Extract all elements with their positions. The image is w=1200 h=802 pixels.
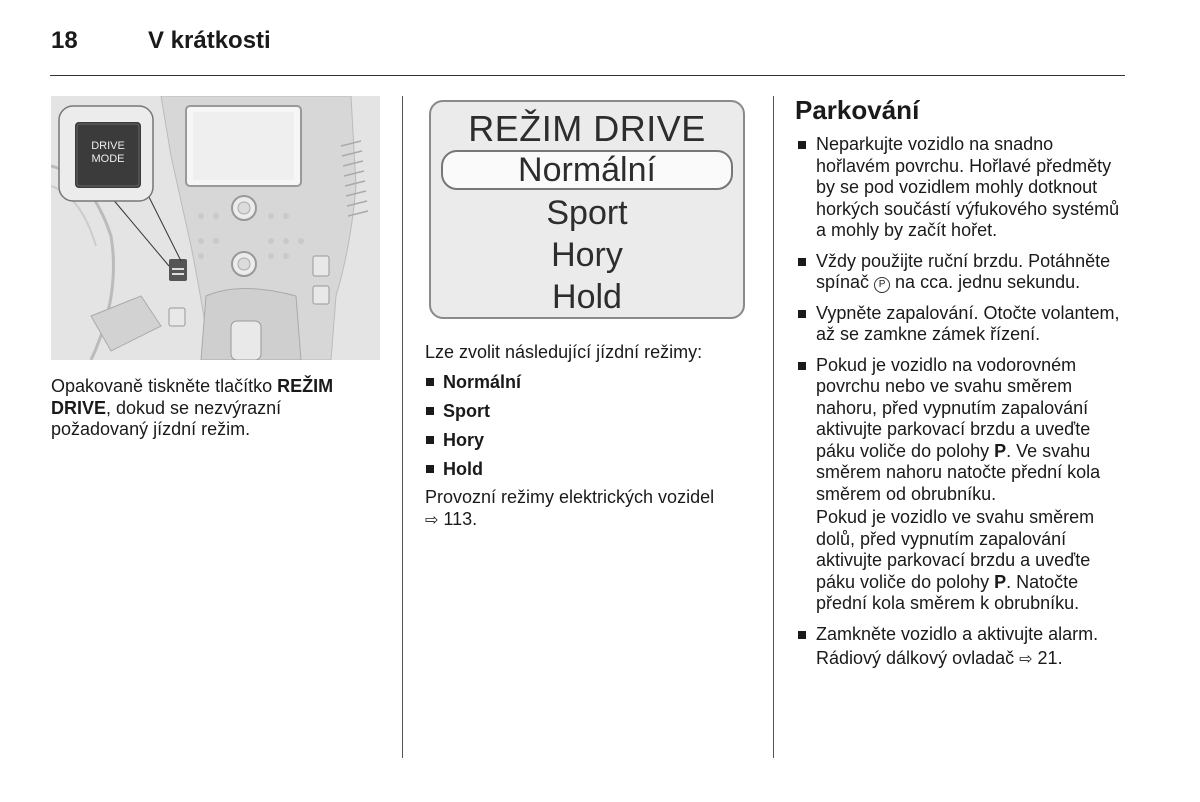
caption-bold: REŽIM DRIVE (51, 376, 334, 418)
remote-control-page-ref[interactable]: 21. (1037, 648, 1063, 668)
parking-item-text: Vypněte zapalování. Otočte volantem, až se zamkne zámek řízení. (816, 302, 1120, 344)
list-item-continuation (797, 507, 1132, 615)
list-item (797, 303, 1132, 346)
section-title: V krátkosti (148, 27, 271, 54)
parking-item-text: Neparkujte vozidlo na snadno hořlavém povrchu. Hořlavé předměty by se pod vozidlem mohly dotknout horkých součástí výfukového systémů a mohly by začít hořet. (816, 134, 1120, 240)
bullet-icon (426, 465, 434, 473)
column-divider-2 (773, 96, 774, 758)
modes-intro: Lze zvolit následující jízdní režimy: (425, 342, 703, 362)
list-item (797, 624, 1132, 646)
display-option-sport: Sport (546, 194, 628, 232)
mode-label: Sport (443, 401, 490, 421)
ev-modes-page-ref[interactable]: 113. (443, 508, 478, 529)
parking-item-text: Vždy použijte ruční brzdu. Potáhněte spínač (816, 250, 1111, 292)
image-caption (51, 376, 381, 441)
column-divider-1 (402, 96, 403, 758)
page-number: 18 (51, 27, 78, 54)
list-item (797, 355, 1132, 506)
list-item (797, 134, 1132, 242)
list-item (797, 251, 1132, 294)
page-ref-arrow-icon: ⇨ (425, 511, 439, 529)
list-item (425, 429, 521, 458)
list-item (425, 371, 521, 400)
bullet-icon (798, 362, 806, 370)
caption-prefix: Opakovaně tiskněte tlačítko (51, 376, 278, 396)
parking-brake-icon: P (874, 277, 890, 293)
parking-item-text: Zamkněte vozidlo a aktivujte alarm. (816, 623, 1099, 644)
gear-p-bold: P (994, 571, 1007, 592)
bullet-icon (426, 436, 434, 444)
mode-label: Normální (443, 372, 522, 392)
display-option-normalni: Normální (441, 150, 733, 190)
parking-item-text: Pokud je vozidlo ve svahu směrem dolů, před vypnutím zapalování aktivujte parkovací brzdu a uveďte páku voliče do polohy (816, 507, 1095, 592)
ev-modes-reference (425, 487, 755, 531)
caption-suffix: , dokud se nezvýrazní požadovaný jízdní režim. (51, 397, 282, 439)
list-item (425, 458, 521, 487)
mode-list (425, 371, 521, 487)
bullet-icon (798, 141, 806, 149)
list-item (425, 400, 521, 429)
parking-item-text: Pokud je vozidlo na vodorovném povrchu nebo ve svahu směrem nahoru, před vypnutím zapalování aktivujte parkovací brzdu a uveďte páku voliče do polohy (816, 354, 1091, 461)
parking-item-text: na cca. jednu sekundu. (890, 272, 1081, 292)
bullet-icon (798, 631, 806, 639)
mode-label: Hold (443, 459, 483, 479)
parking-list (797, 134, 1132, 680)
parking-item-text: . Natočte přední kola směrem k obrubníku. (816, 571, 1080, 613)
remote-control-text: Rádiový dálkový ovladač (816, 648, 1015, 668)
gear-p-bold: P (994, 440, 1007, 461)
drive-mode-label-2: MODE (91, 153, 125, 165)
header-rule (50, 75, 1125, 76)
display-option-hold: Hold (552, 278, 622, 316)
page-ref-arrow-icon: ⇨ (1019, 651, 1033, 668)
dashboard-illustration (51, 96, 380, 360)
list-item-continuation (797, 648, 1132, 671)
drive-mode-label-1: DRIVE (91, 140, 125, 152)
bullet-icon (798, 310, 806, 318)
ev-modes-text: Provozní režimy elektrických vozidel (425, 487, 715, 507)
parking-heading: Parkování (795, 95, 920, 125)
bullet-icon (426, 407, 434, 415)
parking-item-text: . Ve svahu směrem nahoru natočte přední kola směrem od obrubníku. (816, 440, 1101, 504)
mode-label: Hory (443, 430, 485, 450)
bullet-icon (798, 258, 806, 266)
drive-mode-display (429, 100, 745, 319)
display-option-hory: Hory (551, 236, 623, 274)
bullet-icon (426, 378, 434, 386)
display-title: REŽIM DRIVE (468, 108, 706, 149)
